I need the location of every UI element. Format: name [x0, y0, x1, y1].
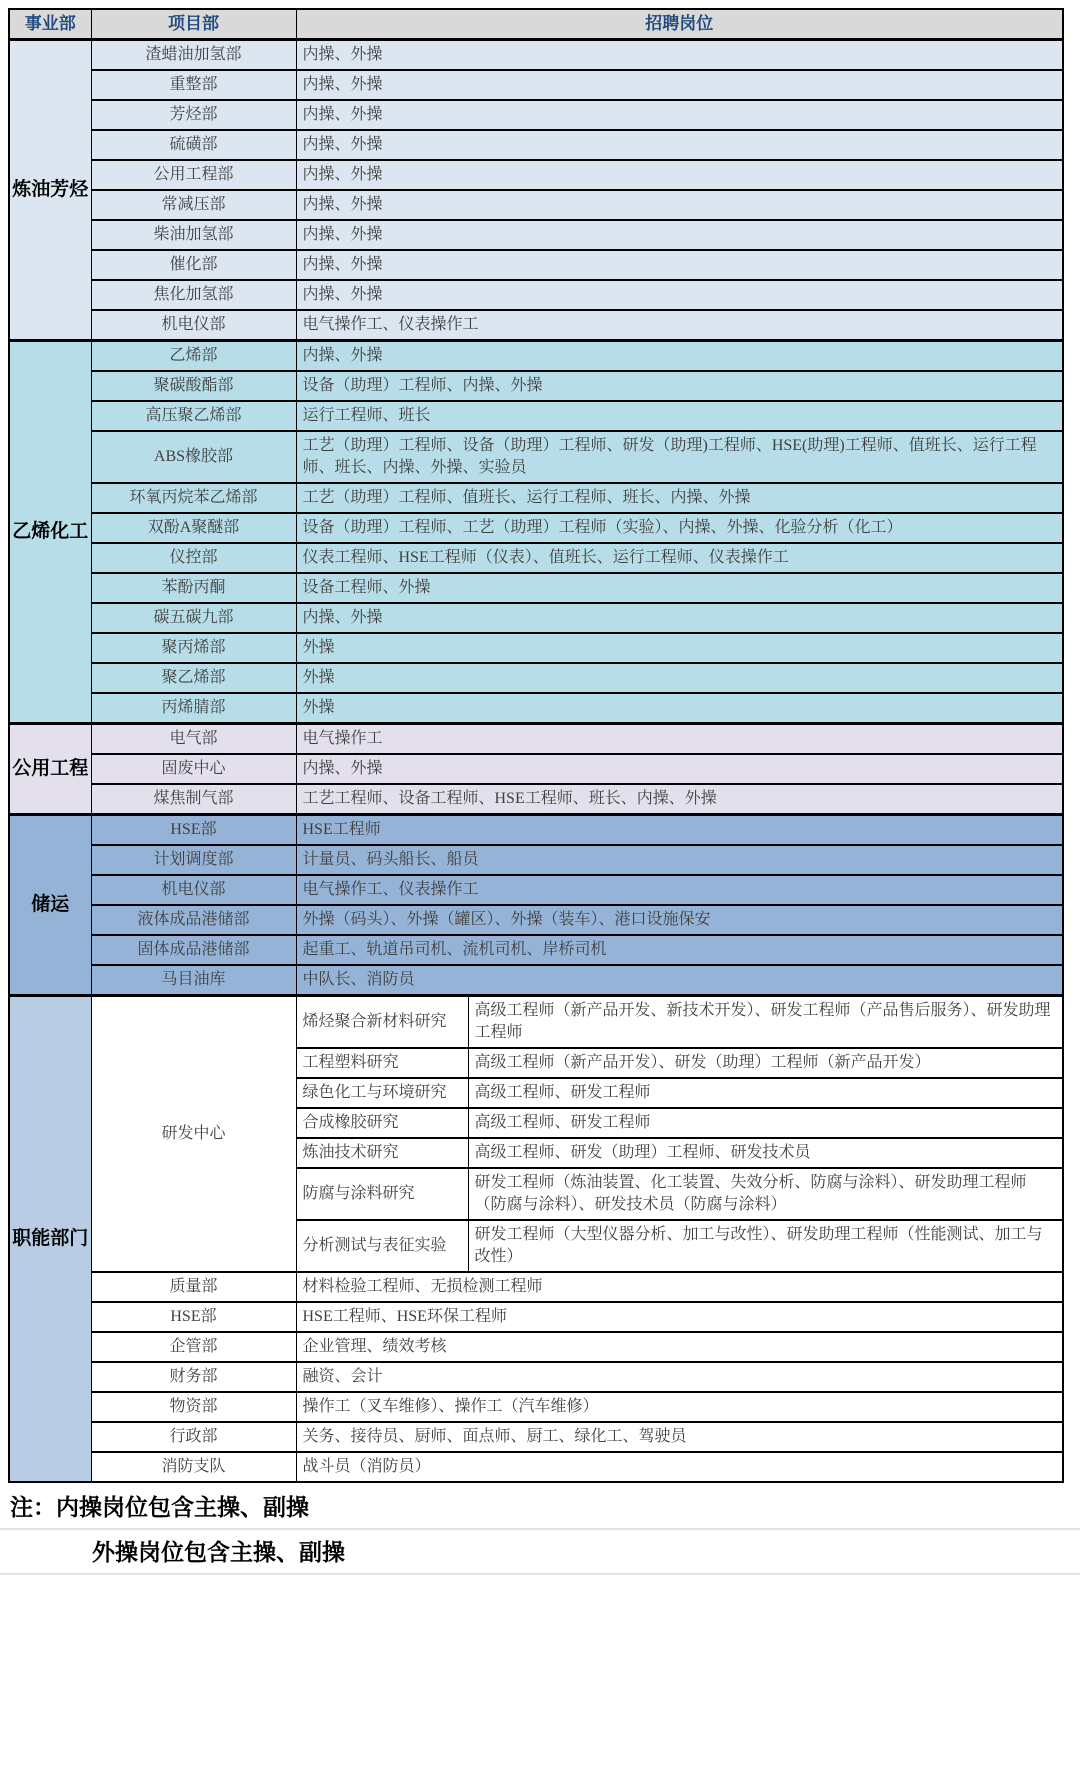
department-cell: 电气部 — [91, 724, 296, 755]
department-cell: 聚乙烯部 — [91, 663, 296, 693]
positions-cell: 战斗员（消防员） — [296, 1452, 1063, 1482]
table-body — [9, 40, 1063, 1483]
table-row — [9, 1392, 1063, 1422]
department-cell: 环氧丙烷苯乙烯部 — [91, 483, 296, 513]
positions-cell: 内操、外操 — [296, 190, 1063, 220]
table-row — [9, 513, 1063, 543]
department-cell: 乙烯部 — [91, 341, 296, 372]
table-row — [9, 371, 1063, 401]
positions-cell: 企业管理、绩效考核 — [296, 1332, 1063, 1362]
positions-cell: 起重工、轨道吊司机、流机司机、岸桥司机 — [296, 935, 1063, 965]
table-row — [9, 633, 1063, 663]
table-row — [9, 724, 1063, 755]
department-cell: 煤焦制气部 — [91, 784, 296, 815]
positions-cell: 高级工程师、研发（助理）工程师、研发技术员 — [468, 1138, 1063, 1168]
department-cell: HSE部 — [91, 1302, 296, 1332]
department-cell: 高压聚乙烯部 — [91, 401, 296, 431]
positions-cell: 内操、外操 — [296, 341, 1063, 372]
table-row — [9, 1332, 1063, 1362]
positions-cell: 工艺（助理）工程师、值班长、运行工程师、班长、内操、外操 — [296, 483, 1063, 513]
table-row — [9, 965, 1063, 996]
positions-cell: 设备工程师、外操 — [296, 573, 1063, 603]
header-division: 事业部 — [9, 9, 91, 40]
positions-cell: HSE工程师、HSE环保工程师 — [296, 1302, 1063, 1332]
department-cell: 企管部 — [91, 1332, 296, 1362]
positions-cell: 外操 — [296, 693, 1063, 724]
table-row — [9, 130, 1063, 160]
table-row — [9, 1362, 1063, 1392]
department-cell: 物资部 — [91, 1392, 296, 1422]
header-row — [9, 9, 1063, 40]
positions-cell: 仪表工程师、HSE工程师（仪表）、值班长、运行工程师、仪表操作工 — [296, 543, 1063, 573]
positions-cell: 电气操作工 — [296, 724, 1063, 755]
department-cell: 计划调度部 — [91, 845, 296, 875]
department-cell: 柴油加氢部 — [91, 220, 296, 250]
department-cell: 马目油库 — [91, 965, 296, 996]
department-cell: 重整部 — [91, 70, 296, 100]
positions-cell: 设备（助理）工程师、内操、外操 — [296, 371, 1063, 401]
department-cell: 焦化加氢部 — [91, 280, 296, 310]
division-cell: 储运 — [9, 815, 91, 996]
department-cell: 渣蜡油加氢部 — [91, 40, 296, 71]
sub-department-cell: 烯烃聚合新材料研究 — [296, 996, 468, 1049]
sub-department-cell: 合成橡胶研究 — [296, 1108, 468, 1138]
positions-cell: 电气操作工、仪表操作工 — [296, 875, 1063, 905]
positions-cell: 操作工（叉车维修）、操作工（汽车维修） — [296, 1392, 1063, 1422]
note-line-2: 外操岗位包含主操、副操 — [0, 1530, 1080, 1575]
table-row — [9, 190, 1063, 220]
positions-cell: 中队长、消防员 — [296, 965, 1063, 996]
table-row — [9, 310, 1063, 341]
positions-cell: 工艺工程师、设备工程师、HSE工程师、班长、内操、外操 — [296, 784, 1063, 815]
department-cell: 芳烃部 — [91, 100, 296, 130]
sub-department-cell: 分析测试与表征实验 — [296, 1220, 468, 1272]
recruitment-table — [8, 8, 1064, 1483]
table-row — [9, 663, 1063, 693]
table-row — [9, 754, 1063, 784]
table-row — [9, 1272, 1063, 1302]
department-cell: 研发中心 — [91, 996, 296, 1273]
positions-cell: 内操、外操 — [296, 250, 1063, 280]
department-cell: 机电仪部 — [91, 310, 296, 341]
positions-cell: 内操、外操 — [296, 130, 1063, 160]
table-row — [9, 1302, 1063, 1332]
table-row — [9, 280, 1063, 310]
table-row — [9, 1422, 1063, 1452]
table-row — [9, 935, 1063, 965]
table-row — [9, 815, 1063, 846]
positions-cell: 高级工程师、研发工程师 — [468, 1108, 1063, 1138]
notes — [0, 1485, 1080, 1575]
division-cell: 乙烯化工 — [9, 341, 91, 724]
table-row — [9, 401, 1063, 431]
department-cell: 公用工程部 — [91, 160, 296, 190]
department-cell: 液体成品港储部 — [91, 905, 296, 935]
positions-cell: 外操 — [296, 663, 1063, 693]
department-cell: 催化部 — [91, 250, 296, 280]
table-row — [9, 784, 1063, 815]
department-cell: 机电仪部 — [91, 875, 296, 905]
table-row — [9, 100, 1063, 130]
positions-cell: 材料检验工程师、无损检测工程师 — [296, 1272, 1063, 1302]
sub-department-cell: 炼油技术研究 — [296, 1138, 468, 1168]
sub-department-cell: 工程塑料研究 — [296, 1048, 468, 1078]
positions-cell: 内操、外操 — [296, 100, 1063, 130]
table-row — [9, 875, 1063, 905]
department-cell: 苯酚丙酮 — [91, 573, 296, 603]
positions-cell: 设备（助理）工程师、工艺（助理）工程师（实验）、内操、外操、化验分析（化工） — [296, 513, 1063, 543]
table-row — [9, 250, 1063, 280]
positions-cell: 外操 — [296, 633, 1063, 663]
division-cell: 公用工程 — [9, 724, 91, 815]
table-row — [9, 845, 1063, 875]
table-row — [9, 905, 1063, 935]
sub-department-cell: 防腐与涂料研究 — [296, 1168, 468, 1220]
positions-cell: 运行工程师、班长 — [296, 401, 1063, 431]
positions-cell: 内操、外操 — [296, 40, 1063, 71]
header-positions: 招聘岗位 — [296, 9, 1063, 40]
positions-cell: 高级工程师、研发工程师 — [468, 1078, 1063, 1108]
positions-cell: 内操、外操 — [296, 70, 1063, 100]
positions-cell: 内操、外操 — [296, 280, 1063, 310]
department-cell: 碳五碳九部 — [91, 603, 296, 633]
sub-department-cell: 绿色化工与环境研究 — [296, 1078, 468, 1108]
positions-cell: 关务、接待员、厨师、面点师、厨工、绿化工、驾驶员 — [296, 1422, 1063, 1452]
table-row — [9, 160, 1063, 190]
table-row — [9, 693, 1063, 724]
positions-cell: 融资、会计 — [296, 1362, 1063, 1392]
department-cell: 硫磺部 — [91, 130, 296, 160]
department-cell: 仪控部 — [91, 543, 296, 573]
positions-cell: 外操（码头）、外操（罐区）、外操（装车）、港口设施保安 — [296, 905, 1063, 935]
positions-cell: 内操、外操 — [296, 603, 1063, 633]
positions-cell: 内操、外操 — [296, 160, 1063, 190]
table-row — [9, 573, 1063, 603]
note-line-1: 注：内操岗位包含主操、副操 — [0, 1485, 1080, 1530]
department-cell: 质量部 — [91, 1272, 296, 1302]
department-cell: HSE部 — [91, 815, 296, 846]
table-row — [9, 431, 1063, 483]
positions-cell: 内操、外操 — [296, 220, 1063, 250]
department-cell: 双酚A聚醚部 — [91, 513, 296, 543]
positions-cell: HSE工程师 — [296, 815, 1063, 846]
department-cell: 聚丙烯部 — [91, 633, 296, 663]
table-row — [9, 603, 1063, 633]
division-cell: 职能部门 — [9, 996, 91, 1483]
positions-cell: 研发工程师（大型仪器分析、加工与改性）、研发助理工程师（性能测试、加工与改性） — [468, 1220, 1063, 1272]
division-cell: 炼油芳烃 — [9, 40, 91, 341]
table-row — [9, 1452, 1063, 1482]
department-cell: 消防支队 — [91, 1452, 296, 1482]
positions-cell: 研发工程师（炼油装置、化工装置、失效分析、防腐与涂料）、研发助理工程师（防腐与涂料）、研发技术员（防腐与涂料） — [468, 1168, 1063, 1220]
department-cell: 行政部 — [91, 1422, 296, 1452]
department-cell: 聚碳酸酯部 — [91, 371, 296, 401]
table-row — [9, 483, 1063, 513]
header-department: 项目部 — [91, 9, 296, 40]
table-row — [9, 341, 1063, 372]
department-cell: 丙烯腈部 — [91, 693, 296, 724]
table-row — [9, 220, 1063, 250]
department-cell: 固废中心 — [91, 754, 296, 784]
department-cell: ABS橡胶部 — [91, 431, 296, 483]
department-cell: 固体成品港储部 — [91, 935, 296, 965]
positions-cell: 高级工程师（新产品开发、新技术开发）、研发工程师（产品售后服务）、研发助理工程师 — [468, 996, 1063, 1049]
table-row — [9, 70, 1063, 100]
positions-cell: 内操、外操 — [296, 754, 1063, 784]
department-cell: 常减压部 — [91, 190, 296, 220]
table-row — [9, 543, 1063, 573]
positions-cell: 工艺（助理）工程师、设备（助理）工程师、研发（助理)工程师、HSE(助理)工程师、值班长、运行工程师、班长、内操、外操、实验员 — [296, 431, 1063, 483]
department-cell: 财务部 — [91, 1362, 296, 1392]
table-row — [9, 40, 1063, 71]
positions-cell: 计量员、码头船长、船员 — [296, 845, 1063, 875]
positions-cell: 电气操作工、仪表操作工 — [296, 310, 1063, 341]
table-row — [9, 996, 1063, 1049]
positions-cell: 高级工程师（新产品开发）、研发（助理）工程师（新产品开发） — [468, 1048, 1063, 1078]
